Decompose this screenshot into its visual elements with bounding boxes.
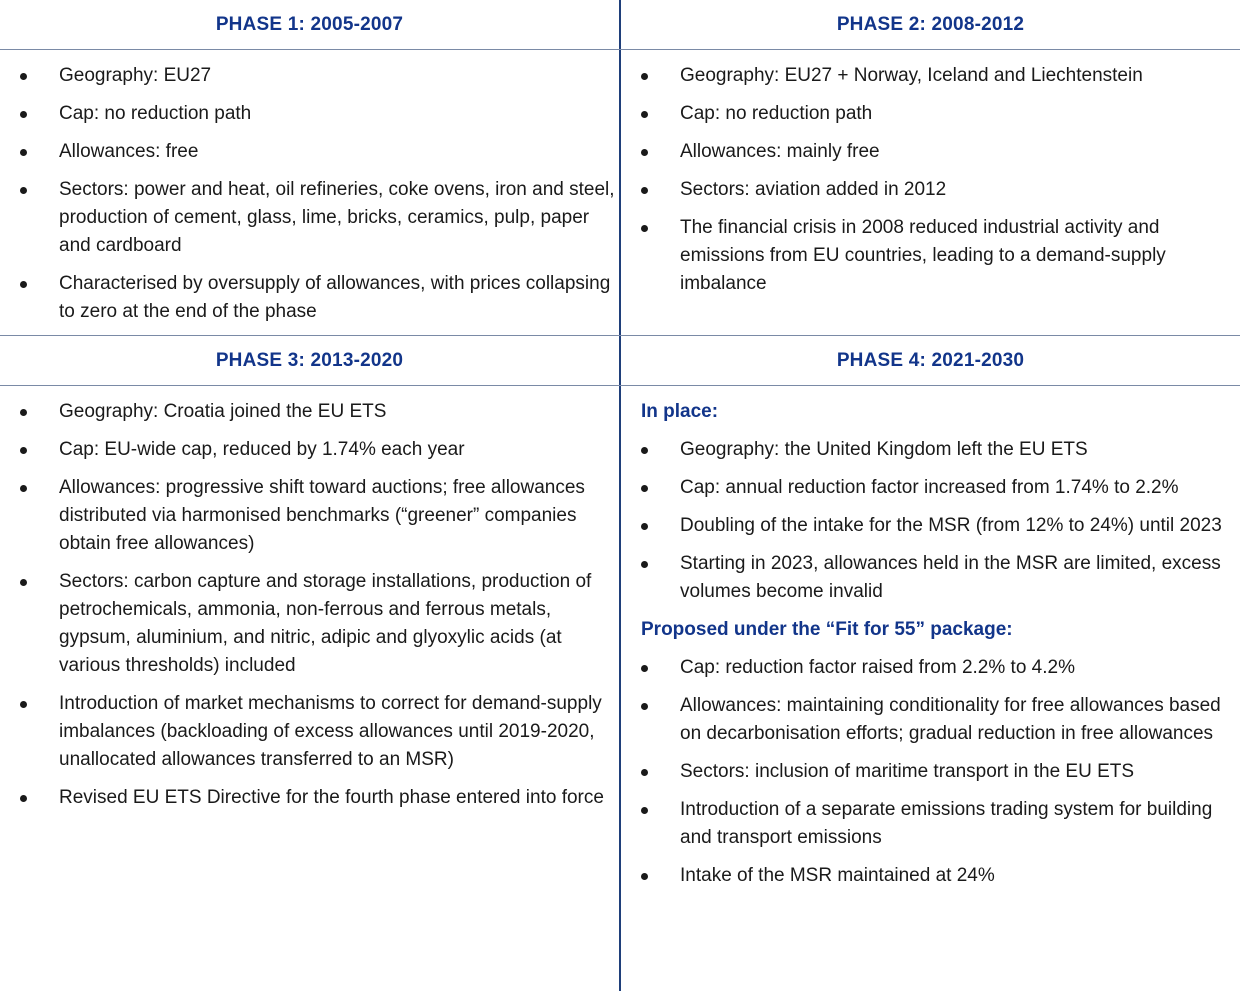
phase4-cell [621, 398, 1240, 900]
bullet-icon [641, 561, 648, 568]
bullet-icon [641, 447, 648, 454]
in-place-label: In place: [641, 401, 719, 422]
list-item: Revised EU ETS Directive for the fourth phase entered into force [0, 784, 619, 812]
bullet-icon [641, 149, 648, 156]
phase4-in-place-list [621, 436, 1240, 606]
list-item: Introduction of a separate emissions trading system for building and transport emissions [621, 796, 1240, 852]
list-item: Introduction of market mechanisms to correct for demand-supply imbalances (backloading of excess allowances until 2019-2020, unallocated allowances transferred to an MSR) [0, 690, 619, 774]
list-item: Sectors: aviation added in 2012 [621, 176, 1240, 204]
bullet-icon [641, 665, 648, 672]
list-item: Geography: EU27 [0, 62, 619, 90]
proposed-label: Proposed under the “Fit for 55” package: [641, 619, 1013, 640]
phase2-cell [621, 62, 1240, 308]
bullet-icon [641, 523, 648, 530]
bullet-icon [20, 447, 27, 454]
list-item: Allowances: free [0, 138, 619, 166]
list-item: Sectors: carbon capture and storage installations, production of petrochemicals, ammonia, non-ferrous and ferrous metals, gypsum, aluminium, and nitric, adipic and glyoxylic acids (at various thresholds) included [0, 568, 619, 680]
bullet-icon [20, 409, 27, 416]
bullet-icon [641, 225, 648, 232]
list-item: Cap: EU-wide cap, reduced by 1.74% each year [0, 436, 619, 464]
list-item: Doubling of the intake for the MSR (from 12% to 24%) until 2023 [621, 512, 1240, 540]
list-item: Cap: no reduction path [0, 100, 619, 128]
bullet-icon [641, 807, 648, 814]
bullet-icon [20, 73, 27, 80]
list-item: Geography: the United Kingdom left the EU ETS [621, 436, 1240, 464]
phase4-title: PHASE 4: 2021-2030 [836, 350, 1025, 371]
phase1-header [0, 1, 619, 49]
list-item: The financial crisis in 2008 reduced industrial activity and emissions from EU countries, leading to a demand-supply imbalance [621, 214, 1240, 298]
list-item: Allowances: progressive shift toward auctions; free allowances distributed via harmonised benchmarks (“greener” companies obtain free allowances) [0, 474, 619, 558]
list-item: Sectors: inclusion of maritime transport in the EU ETS [621, 758, 1240, 786]
bullet-icon [641, 485, 648, 492]
list-item: Intake of the MSR maintained at 24% [621, 862, 1240, 890]
list-item: Geography: Croatia joined the EU ETS [0, 398, 619, 426]
bullet-icon [20, 701, 27, 708]
phase4-header [621, 337, 1240, 385]
list-item: Characterised by oversupply of allowances, with prices collapsing to zero at the end of the phase [0, 270, 619, 326]
phase2-list [621, 62, 1240, 298]
bullet-icon [641, 111, 648, 118]
bullet-icon [641, 873, 648, 880]
list-item: Cap: reduction factor raised from 2.2% to 4.2% [621, 654, 1240, 682]
phase2-title: PHASE 2: 2008-2012 [836, 14, 1025, 35]
list-item: Geography: EU27 + Norway, Iceland and Liechtenstein [621, 62, 1240, 90]
row-divider [0, 49, 1240, 50]
bullet-icon [20, 795, 27, 802]
phase1-title: PHASE 1: 2005-2007 [215, 14, 404, 35]
bullet-icon [641, 73, 648, 80]
row-divider [0, 385, 1240, 386]
bullet-icon [641, 769, 648, 776]
bullet-icon [641, 703, 648, 710]
bullet-icon [20, 485, 27, 492]
bullet-icon [20, 111, 27, 118]
phase1-list [0, 62, 619, 326]
phase3-title: PHASE 3: 2013-2020 [215, 350, 404, 371]
phase3-list [0, 398, 619, 812]
list-item: Allowances: mainly free [621, 138, 1240, 166]
list-item: Cap: no reduction path [621, 100, 1240, 128]
phase3-header [0, 337, 619, 385]
bullet-icon [641, 187, 648, 194]
list-item: Allowances: maintaining conditionality for free allowances based on decarbonisation efforts; gradual reduction in free allowances [621, 692, 1240, 748]
bullet-icon [20, 149, 27, 156]
bullet-icon [20, 281, 27, 288]
list-item: Sectors: power and heat, oil refineries, coke ovens, iron and steel, production of cement, glass, lime, bricks, ceramics, pulp, paper and cardboard [0, 176, 619, 260]
bullet-icon [20, 579, 27, 586]
phase2-header [621, 1, 1240, 49]
bullet-icon [20, 187, 27, 194]
phase1-cell [0, 62, 619, 336]
list-item: Cap: annual reduction factor increased from 1.74% to 2.2% [621, 474, 1240, 502]
list-item: Starting in 2023, allowances held in the MSR are limited, excess volumes become invalid [621, 550, 1240, 606]
phase4-proposed-list [621, 654, 1240, 890]
phase3-cell [0, 398, 619, 822]
